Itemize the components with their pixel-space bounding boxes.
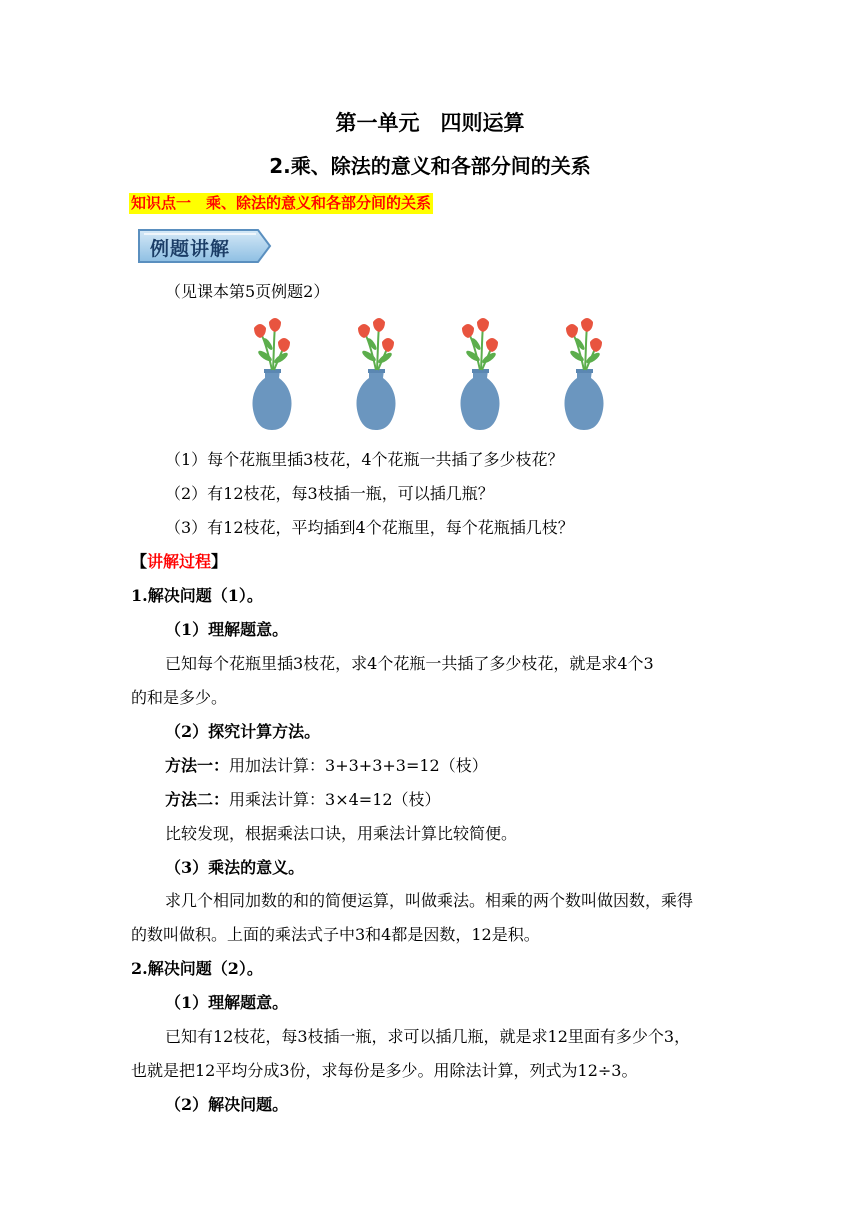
flower-vases-illustration [238, 314, 618, 432]
section2-heading: 2.解决问题（2）。 [131, 959, 263, 978]
method-2: 方法二：用乘法计算：3×4=12（枝） [165, 790, 441, 809]
vase-2-icon [356, 318, 395, 430]
section2-para1-line1: 已知有12枝花，每3枝插一瓶，求可以插几瓶，就是求12里面有多少个3， [165, 1027, 691, 1046]
knowledge-point-label: 知识点一 乘、除法的意义和各部分间的关系 [131, 194, 432, 212]
explain-header: 【讲解过程】 [131, 552, 228, 571]
section2-para1-line2: 也就是把12平均分成3份，求每份是多少。用除法计算，列式为12÷3。 [131, 1061, 638, 1080]
section1-para1-line1: 已知每个花瓶里插3枝花，求4个花瓶一共插了多少枝花，就是求4个3 [165, 654, 654, 673]
section1-heading: 1.解决问题（1）。 [131, 586, 263, 605]
method-1: 方法一：用加法计算：3+3+3+3=12（枝） [165, 756, 488, 775]
vase-3-icon [460, 318, 499, 430]
question-3: （3）有12枝花，平均插到4个花瓶里，每个花瓶插几枝？ [165, 518, 574, 537]
section1-para3-line2: 的数叫做积。上面的乘法式子中3和4都是因数，12是积。 [131, 925, 540, 944]
unit-title: 第一单元 四则运算 [335, 111, 525, 135]
section1-step1: （1）理解题意。 [165, 620, 289, 639]
vase-1-icon [252, 318, 291, 430]
section2-step1: （1）理解题意。 [165, 993, 289, 1012]
question-1: （1）每个花瓶里插3枝花，4个花瓶一共插了多少枝花？ [165, 450, 564, 469]
reference-note: （见课本第5页例题2） [165, 282, 330, 301]
lesson-title: 2.乘、除法的意义和各部分间的关系 [269, 154, 591, 178]
compare-note: 比较发现，根据乘法口诀，用乘法计算比较简便。 [165, 824, 518, 843]
vase-4-icon [564, 318, 603, 430]
question-2: （2）有12枝花，每3枝插一瓶，可以插几瓶？ [165, 484, 494, 503]
section2-step2: （2）解决问题。 [165, 1095, 289, 1114]
section1-step3: （3）乘法的意义。 [165, 858, 305, 877]
section1-step2: （2）探究计算方法。 [165, 722, 321, 741]
example-badge-label: 例题讲解 [150, 238, 231, 260]
section1-para1-line2: 的和是多少。 [131, 688, 228, 707]
section1-para3-line1: 求几个相同加数的和的简便运算，叫做乘法。相乘的两个数叫做因数，乘得 [165, 891, 694, 910]
